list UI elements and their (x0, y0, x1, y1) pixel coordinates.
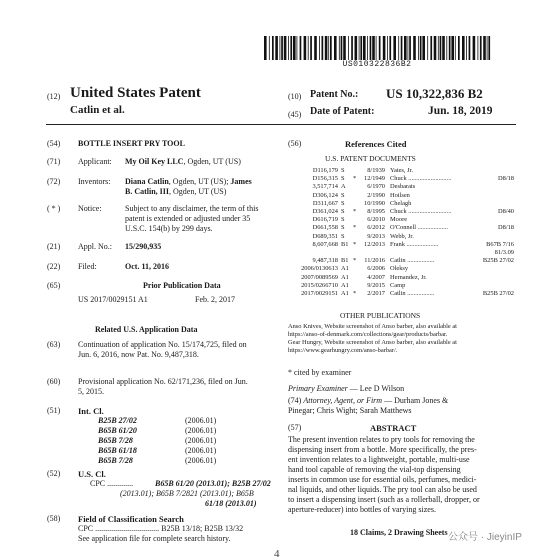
barcode-bar (413, 36, 416, 60)
barcode-bar (446, 36, 447, 60)
patent-date: 9/2013 (367, 232, 385, 240)
barcode-bar (401, 36, 403, 60)
prior-publication: US 2017/0029151 A1 (78, 295, 148, 304)
barcode-bar (404, 36, 407, 60)
field-code: (58) (47, 514, 61, 523)
patent-date: 2/1990 (367, 191, 385, 199)
patent-date: 12/2013 (364, 240, 385, 248)
barcode-bar (409, 36, 411, 60)
barcode-bar (348, 36, 349, 60)
patent-cls: D8/18 (498, 175, 514, 183)
barcode-bar (376, 36, 377, 60)
patent-no: 2015/0266710 (301, 281, 338, 289)
patent-no: D689,351 (312, 232, 338, 240)
barcode-bar (293, 36, 296, 60)
appl-number: 15/290,935 (125, 242, 162, 251)
cited-note: * cited by examiner (288, 368, 352, 377)
patent-kind: A1 (341, 281, 349, 289)
intcl-heading: Int. Cl. (78, 406, 104, 416)
patent-no: D616,719 (312, 216, 338, 224)
barcode-number: US010322836B2 (342, 60, 412, 69)
barcode-bar (458, 36, 460, 60)
code-45: (45) (288, 110, 302, 119)
prior-heading: Prior Publication Data (143, 281, 221, 290)
barcode-bar (438, 36, 439, 60)
barcode-bar (370, 36, 372, 60)
barcode-bar (420, 36, 422, 60)
barcode-bar (359, 36, 360, 60)
patent-no: 2006/0130613 (301, 265, 338, 273)
patent-star: * (353, 208, 357, 215)
patent-no-label: Patent No.: (310, 89, 359, 100)
intcl-class: B65B 7/28 (98, 436, 133, 445)
uscl-heading: U.S. Cl. (78, 469, 106, 479)
patent-date: Jun. 18, 2019 (428, 105, 493, 117)
prior-code: (65) (47, 281, 61, 290)
appl-code: (21) (47, 242, 61, 251)
patent-name: Hernandez, Jr. (390, 273, 427, 281)
barcode-bar (483, 36, 486, 60)
patent-name: Frank .................... (390, 240, 439, 248)
title-code: (54) (47, 139, 61, 148)
uscl-code: (52) (47, 469, 61, 478)
patent-number: US 10,322,836 B2 (386, 86, 483, 101)
barcode-bar (284, 36, 287, 60)
barcode-bar (367, 36, 368, 60)
barcode-bar (451, 36, 454, 60)
patent-kind: A1 (341, 290, 349, 297)
barcode-bar (469, 36, 471, 60)
barcode-bar (269, 36, 270, 60)
barcode-bar (341, 36, 343, 60)
barcode-bar (290, 36, 292, 60)
intcl-class: B65B 61/20 (98, 426, 137, 435)
patent-no: 2017/0029151 (301, 290, 338, 297)
continuation-code: (63) (47, 340, 61, 349)
barcode-bar (422, 36, 425, 60)
patent-date: 6/1970 (367, 183, 385, 191)
barcode-bar (297, 36, 298, 60)
other-pub-line-3: Gear Hungry, Website screenshot of Anso barber, also available at (288, 339, 457, 346)
abstract-line: inserts in common use for essential oils, perfumes, medici- (288, 475, 477, 484)
field-heading: Field of Classification Search (78, 514, 184, 524)
barcode-bar (466, 36, 467, 60)
barcode-bar (442, 36, 445, 60)
barcode-bar (383, 36, 386, 60)
patent-kind: S (341, 224, 345, 232)
refs-code: (56) (288, 139, 302, 148)
filed-label: Filed: (78, 262, 97, 271)
abstract-line: The present invention relates to pry tools for removing the (288, 435, 475, 444)
patent-cls: B25B 27/02 (482, 290, 514, 297)
header-rule (46, 124, 516, 125)
abstract-line: nal liquids, and other liquids. The pry tool can also be used (288, 485, 477, 494)
barcode-bar (372, 36, 375, 60)
patent-kind: A1 (341, 265, 349, 273)
patent-star: * (353, 257, 357, 265)
patent-kind: S (341, 216, 345, 224)
other-pub-line-4: https://www.gearhungry.com/anso-barbar/. (288, 347, 398, 354)
patent-date: 6/2012 (367, 224, 385, 232)
patent-star: * (353, 175, 357, 183)
patent-name: Chuck ........................... (390, 175, 452, 183)
code-10: (10) (288, 92, 302, 101)
patent-cls: B25B 27/02 (482, 257, 514, 265)
patent-no: 2007/0089569 (301, 273, 338, 281)
notice-code: ( * ) (47, 204, 61, 213)
barcode-bar (449, 36, 451, 60)
patent-name: Oleksy (390, 265, 409, 273)
appl-label: Appl. No.: (78, 242, 112, 251)
patent-no: 3,517,714 (312, 183, 338, 191)
attorney-line-2: Pinegar; Chris Wight; Sarah Matthews (288, 406, 412, 415)
patent-cls: D8/40 (498, 208, 514, 215)
patent-star: * (353, 224, 357, 232)
patent-kind: S (341, 167, 345, 174)
cpc-label: CPC ............. (90, 479, 134, 488)
refs-heading: References Cited (345, 139, 407, 149)
notice-label: Notice: (78, 204, 102, 213)
intcl-version: (2006.01) (185, 426, 217, 435)
patent-date: 10/1990 (364, 199, 385, 207)
inventors-code: (72) (47, 177, 61, 186)
barcode-bar (440, 36, 442, 60)
patent-kind: A1 (341, 273, 349, 281)
barcode-bar (334, 36, 337, 60)
patent-date: 4/2007 (367, 273, 385, 281)
inventors-line-1: Diana Catlin, Ogden, UT (US); James (125, 177, 252, 186)
intcl-version: (2006.01) (185, 436, 217, 445)
barcode-bar (389, 36, 391, 60)
patent-name: O'Connell ................... (390, 224, 448, 232)
patent-kind: B1 (341, 240, 349, 248)
barcode-bar (434, 36, 437, 60)
barcode-bar (308, 36, 309, 60)
notice-line-1: Subject to any disclaimer, the term of this (125, 204, 259, 213)
barcode-bar (330, 36, 332, 60)
watermark: 公众号 · JieyinIP (448, 532, 522, 543)
barcode-bar (272, 36, 274, 60)
other-pub-line-2: https://anso-of-denmark.com/collections/gear/products/barbar. (288, 331, 448, 338)
patent-cls: B67B 7/16 (486, 240, 514, 248)
barcode-bar (393, 36, 396, 60)
provisional-line-2: 5, 2015. (78, 387, 104, 396)
barcode-bar (488, 36, 490, 60)
barcode-bar (355, 36, 358, 60)
provisional-code: (60) (47, 377, 61, 386)
intcl-class: B65B 7/28 (98, 456, 133, 465)
patent-no: D361,024 (312, 208, 338, 215)
patent-kind: S (341, 191, 345, 199)
document-type: United States Patent (70, 85, 201, 101)
patent-date: 2/2017 (367, 290, 385, 297)
patent-no: D306,124 (312, 191, 338, 199)
continuation-line-1: Continuation of application No. 15/174,725, filed on (78, 340, 247, 349)
prior-date: Feb. 2, 2017 (195, 295, 235, 304)
patent-no: D156,315 (312, 175, 338, 183)
patent-name: Catlin ................. (390, 290, 435, 297)
barcode-bar (418, 36, 419, 60)
barcode-bar (408, 36, 409, 60)
attorney-line-1: (74) Attorney, Agent, or Firm — Durham Jones & (288, 396, 449, 405)
applicant-label: Applicant: (78, 157, 112, 166)
inventor-short: Catlin et al. (70, 104, 125, 116)
barcode-bar (430, 36, 432, 60)
patent-name: Hoilsen (390, 191, 410, 199)
patent-kind: S (341, 208, 345, 215)
abstract-line: to insert a dispensing insert (such as a rollerball, dropper, or (288, 495, 480, 504)
patent-star: * (353, 290, 357, 297)
patent-date: 9/2015 (367, 281, 385, 289)
barcode-bar (304, 36, 307, 60)
field-cpc: CPC ................................ B25B 13/18; B25B 13/32 (78, 524, 244, 533)
date-label: Date of Patent: (310, 106, 375, 117)
claims-summary: 18 Claims, 2 Drawing Sheets (350, 528, 448, 537)
other-pub-line-1: Anso Knives, Website screenshot of Anso barber, also available at (288, 323, 457, 330)
barcode-bar (480, 36, 482, 60)
continuation-line-2: Jun. 6, 2016, now Pat. No. 9,487,318. (78, 350, 199, 359)
barcode-bar (281, 36, 283, 60)
patent-kind: S (341, 175, 345, 183)
barcode-bar (275, 36, 278, 60)
barcode-bar (325, 36, 328, 60)
patent-date: 8/1939 (367, 167, 385, 174)
filed-date: Oct. 11, 2016 (125, 262, 169, 271)
patent-date: 11/2016 (364, 257, 385, 265)
patent-no: D116,179 (312, 167, 338, 174)
barcode-bar (363, 36, 366, 60)
abstract-line: dispensing insert from a bottle. More specifically, the pres- (288, 445, 477, 454)
applicant: My Oil Key LLC, Ogden, UT (US) (125, 157, 241, 166)
inventors-line-2: B. Catlin, III, Ogden, UT (US) (125, 187, 227, 196)
patent-no: D661,558 (312, 224, 338, 232)
page-number: 4 (274, 548, 280, 560)
patent-kind: S (341, 232, 345, 240)
notice-line-2: patent is extended or adjusted under 35 (125, 214, 251, 223)
applicant-code: (71) (47, 157, 61, 166)
patent-name: Catlin ................. (390, 257, 435, 265)
patent-date: 6/2006 (367, 265, 385, 273)
barcode-bar (427, 36, 428, 60)
barcode-bar (455, 36, 456, 60)
barcode-bar (310, 36, 312, 60)
abstract-heading: ABSTRACT (370, 423, 417, 433)
barcode-bar (264, 36, 267, 60)
abstract-line: hand tool capable of removing the vial-top dispensing (288, 465, 461, 474)
intcl-class: B65B 61/18 (98, 446, 137, 455)
patent-cls: 81/3.09 (494, 249, 514, 256)
patent-no: D311,667 (312, 199, 338, 207)
barcode-bar (328, 36, 329, 60)
patent-kind: A (341, 183, 346, 191)
barcode-bar (319, 36, 320, 60)
patent-date: 12/1949 (364, 175, 385, 183)
barcode-bar (387, 36, 388, 60)
intcl-code: (51) (47, 406, 61, 415)
notice-line-3: U.S.C. 154(b) by 299 days. (125, 224, 213, 233)
barcode (262, 36, 492, 60)
other-pubs-heading: OTHER PUBLICATIONS (340, 311, 421, 320)
inventors-label: Inventors: (78, 177, 111, 186)
patent-name: Moore (390, 216, 408, 224)
patent-name: Desbarats (390, 183, 416, 191)
barcode-bar (280, 36, 281, 60)
barcode-bar (339, 36, 340, 60)
patent-no: 9,487,318 (312, 257, 338, 265)
filed-code: (22) (47, 262, 61, 271)
abstract-code: (57) (288, 423, 302, 432)
patent-date: 6/2010 (367, 216, 385, 224)
barcode-bar (478, 36, 479, 60)
invention-title: BOTTLE INSERT PRY TOOL (78, 139, 185, 148)
patent-name: Yates, Jr. (390, 167, 413, 174)
barcode-bar (398, 36, 399, 60)
abstract-line: ent invention relates to a lightweight, portable, multi-use (288, 455, 470, 464)
barcode-bar (300, 36, 302, 60)
examiner: Primary Examiner — Lee D Wilson (288, 384, 405, 393)
barcode-bar (314, 36, 317, 60)
barcode-bar (473, 36, 476, 60)
barcode-bar (288, 36, 289, 60)
patent-name: Webb, Jr. (390, 232, 414, 240)
patent-kind: S (341, 199, 345, 207)
patent-cls: D8/18 (498, 224, 514, 232)
intcl-version: (2006.01) (185, 416, 217, 425)
field-note: See application file for complete search history. (78, 534, 231, 543)
patent-no: 8,607,668 (312, 240, 338, 248)
patent-name: Chuck ........................... (390, 208, 452, 215)
barcode-bar (322, 36, 324, 60)
cpc-line-3: 61/18 (2013.01) (205, 499, 257, 508)
cpc-line-2: (2013.01); B65B 7/2821 (2013.01); B65B (120, 489, 254, 498)
barcode-bar (379, 36, 381, 60)
patent-name: Chelagh (390, 199, 412, 207)
patent-kind: B1 (341, 257, 349, 265)
barcode-bar (360, 36, 362, 60)
cpc-line-1: B65B 61/20 (2013.01); B25B 27/02 (155, 479, 271, 488)
patent-star: * (353, 240, 357, 248)
patent-name: Camp (390, 281, 406, 289)
barcode-bar (351, 36, 353, 60)
code-12: (12) (47, 92, 61, 101)
intcl-version: (2006.01) (185, 456, 217, 465)
related-heading: Related U.S. Application Data (95, 325, 198, 334)
barcode-bar (343, 36, 346, 60)
intcl-class: B25B 27/02 (98, 416, 137, 425)
abstract-line: aperture-reducer) into bottles of varying sizes. (288, 505, 436, 514)
provisional-line-1: Provisional application No. 62/171,236, filed on Jun. (78, 377, 248, 386)
barcode-bar (487, 36, 488, 60)
intcl-version: (2006.01) (185, 446, 217, 455)
patent-date: 8/1995 (367, 208, 385, 215)
us-patents-heading: U.S. PATENT DOCUMENTS (325, 154, 416, 163)
barcode-bar (462, 36, 465, 60)
